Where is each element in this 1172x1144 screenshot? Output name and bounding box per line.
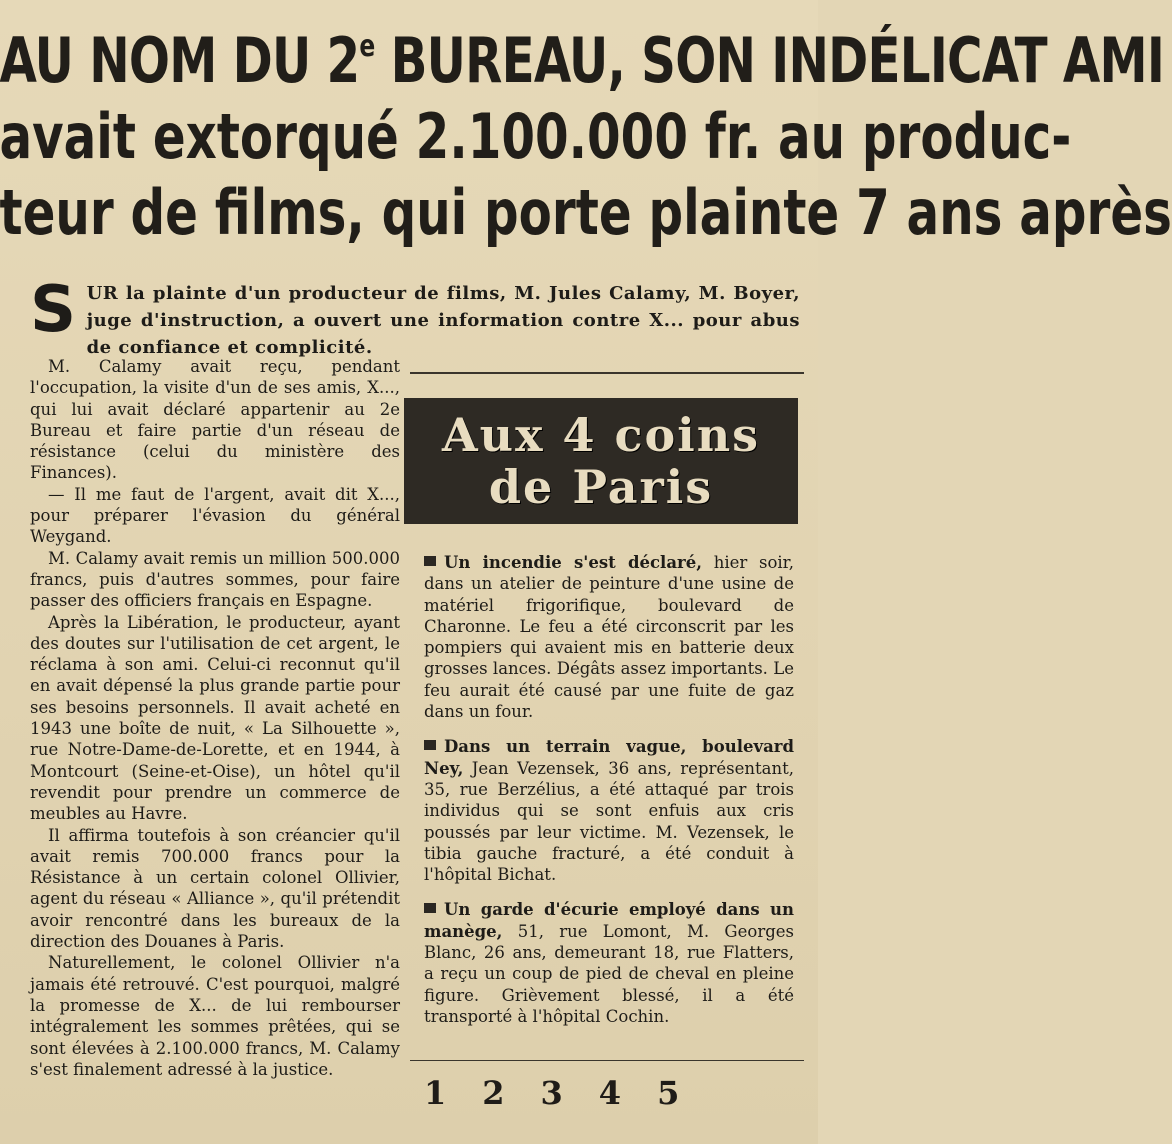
headline	[0, 24, 1172, 249]
page-number: 3	[540, 1074, 563, 1112]
news-brief-item: Un garde d'écurie employé dans un manège, 51, rue Lomont, M. Georges Blanc, 26 ans, demeurant 18, rue Flatters, a reçu un coup de pied de cheval en pleine figure. Grièvement blessé, il a été transporté à l'hôpital Cochin.	[424, 900, 794, 1026]
section-banner	[404, 398, 798, 524]
article-paragraph: Il affirma toutefois à son créancier qu'il avait remis 700.000 francs pour la Résistance à un certain colonel Ollivier, agent du réseau « Alliance », qu'il prétendit avoir rencontré dans les bureaux de la direction des Douanes à Paris.	[30, 825, 400, 952]
lede-paragraph	[30, 273, 800, 358]
page-number: 1	[424, 1074, 447, 1112]
headline-line-1: AU NOM DU 2e BUREAU, SON INDÉLICAT AMI	[0, 24, 1165, 97]
square-bullet-icon	[424, 740, 436, 750]
article-paragraph: M. Calamy avait reçu, pendant l'occupation, la visite d'un de ses amis, X..., qui lui avait déclaré appartenir au 2e Bureau et faire partie d'un réseau de résistance (celui du ministère des Finances).	[30, 357, 400, 483]
lede-text: UR la plainte d'un producteur de films, M. Jules Calamy, M. Boyer, juge d'instruction, a ouvert une information contre X... pour abus de confiance et complicité.	[86, 283, 800, 358]
column-rule-bottom	[410, 1060, 804, 1061]
page-number: 2	[482, 1074, 505, 1112]
news-brief-item: Un incendie s'est déclaré, hier soir, dans un atelier de peinture d'une usine de matériel frigorifique, boulevard de Charonne. Le feu a été circonscrit par les pompiers qui avaient mis en batterie deux grosses lances. Dégâts assez importants. Le feu aurait été causé par une fuite de gaz dans un four.	[424, 553, 794, 722]
square-bullet-icon	[424, 903, 436, 913]
news-brief-item: Dans un terrain vague, boulevard Ney, Jean Vezensek, 36 ans, représentant, 35, rue Berzélius, a été attaqué par trois individus qui se sont enfuis aux cris poussés par leur victime. M. Vezensek, le tibia gauche fracturé, a été conduit à l'hôpital Bichat.	[424, 737, 794, 885]
page-number: 5	[657, 1074, 680, 1112]
article-body	[30, 356, 400, 1116]
page-numbers	[424, 1074, 724, 1118]
article-paragraph: M. Calamy avait remis un million 500.000 francs, puis d'autres sommes, pour faire passer des officiers français en Espagne.	[30, 548, 400, 611]
banner-line-2: de Paris	[488, 460, 714, 514]
column-rule-top	[410, 372, 804, 374]
page-number: 4	[598, 1074, 622, 1112]
square-bullet-icon	[424, 556, 436, 566]
article-paragraph: Naturellement, le colonel Ollivier n'a jamais été retrouvé. C'est pourquoi, malgré la promesse de X... de lui rembourser intégralement les sommes prêtées, qui se sont élevées à 2.100.000 francs, M. Calamy s'est finalement adressé à la justice.	[30, 953, 400, 1079]
headline-line-3: teur de films, qui porte plainte 7 ans après	[0, 176, 1172, 249]
news-briefs	[424, 552, 794, 1041]
drop-cap: S	[30, 273, 77, 347]
banner-line-1: Aux 4 coins	[441, 408, 761, 462]
article-paragraph: Après la Libération, le producteur, ayant des doutes sur l'utilisation de cet argent, le réclama à son ami. Celui-ci reconnut qu'il en avait dépensé la plus grande partie pour ses besoins personnels. Il avait acheté en 1943 une boîte de nuit, « La Silhouette », rue Notre-Dame-de-Lorette, et en 1944, à Montcourt (Seine-et-Oise), un hôtel qu'il revendit pour prendre un commerce de meubles au Havre.	[30, 612, 400, 824]
headline-line-2: avait extorqué 2.100.000 fr. au produc-	[0, 100, 1072, 173]
article-paragraph: — Il me faut de l'argent, avait dit X..., pour préparer l'évasion du général Weygand.	[30, 484, 400, 547]
